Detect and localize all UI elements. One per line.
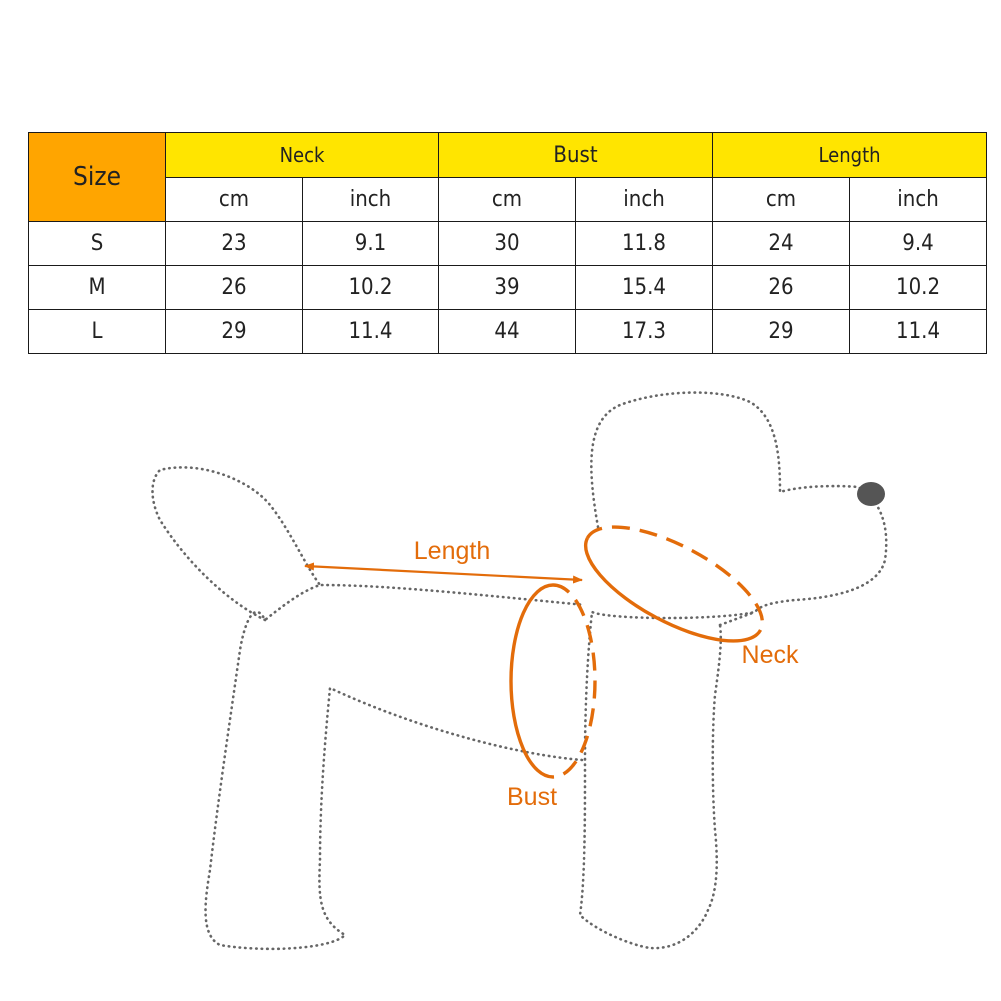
- table-cell: 10.2: [303, 266, 439, 310]
- table-cell: 15.4: [576, 266, 713, 310]
- neck-ring: [570, 504, 779, 663]
- table-cell: 11.8: [576, 222, 713, 266]
- table-cell: 11.4: [303, 310, 439, 354]
- table-cell: 10.2: [850, 266, 987, 310]
- unit-header: inch: [303, 178, 439, 222]
- unit-header: cm: [166, 178, 303, 222]
- bust-label: Bust: [506, 783, 558, 811]
- length-header: Length: [713, 133, 987, 178]
- neck-label: Neck: [741, 641, 799, 669]
- table-cell: 30: [439, 222, 576, 266]
- table-cell: 26: [713, 266, 850, 310]
- table-cell: 29: [713, 310, 850, 354]
- table-cell: 9.1: [303, 222, 439, 266]
- nose-dot: [857, 482, 885, 506]
- table-cell: 23: [166, 222, 303, 266]
- size-cell: M: [29, 266, 166, 310]
- unit-header: inch: [850, 178, 987, 222]
- unit-header: cm: [439, 178, 576, 222]
- table-cell: 39: [439, 266, 576, 310]
- size-cell: L: [29, 310, 166, 354]
- size-cell: S: [29, 222, 166, 266]
- dog-outline: [153, 393, 887, 949]
- unit-header: cm: [713, 178, 850, 222]
- bust-header: Bust: [439, 133, 713, 178]
- table-cell: 17.3: [576, 310, 713, 354]
- neck-header: Neck: [166, 133, 439, 178]
- table-cell: 9.4: [850, 222, 987, 266]
- table-cell: 11.4: [850, 310, 987, 354]
- bust-ring: [511, 585, 595, 777]
- table-cell: 26: [166, 266, 303, 310]
- table-cell: 44: [439, 310, 576, 354]
- table-cell: 29: [166, 310, 303, 354]
- table-cell: 24: [713, 222, 850, 266]
- size-header: Size: [29, 133, 166, 222]
- length-label: Length: [413, 537, 491, 565]
- length-arrow: [305, 566, 582, 580]
- unit-header: inch: [576, 178, 713, 222]
